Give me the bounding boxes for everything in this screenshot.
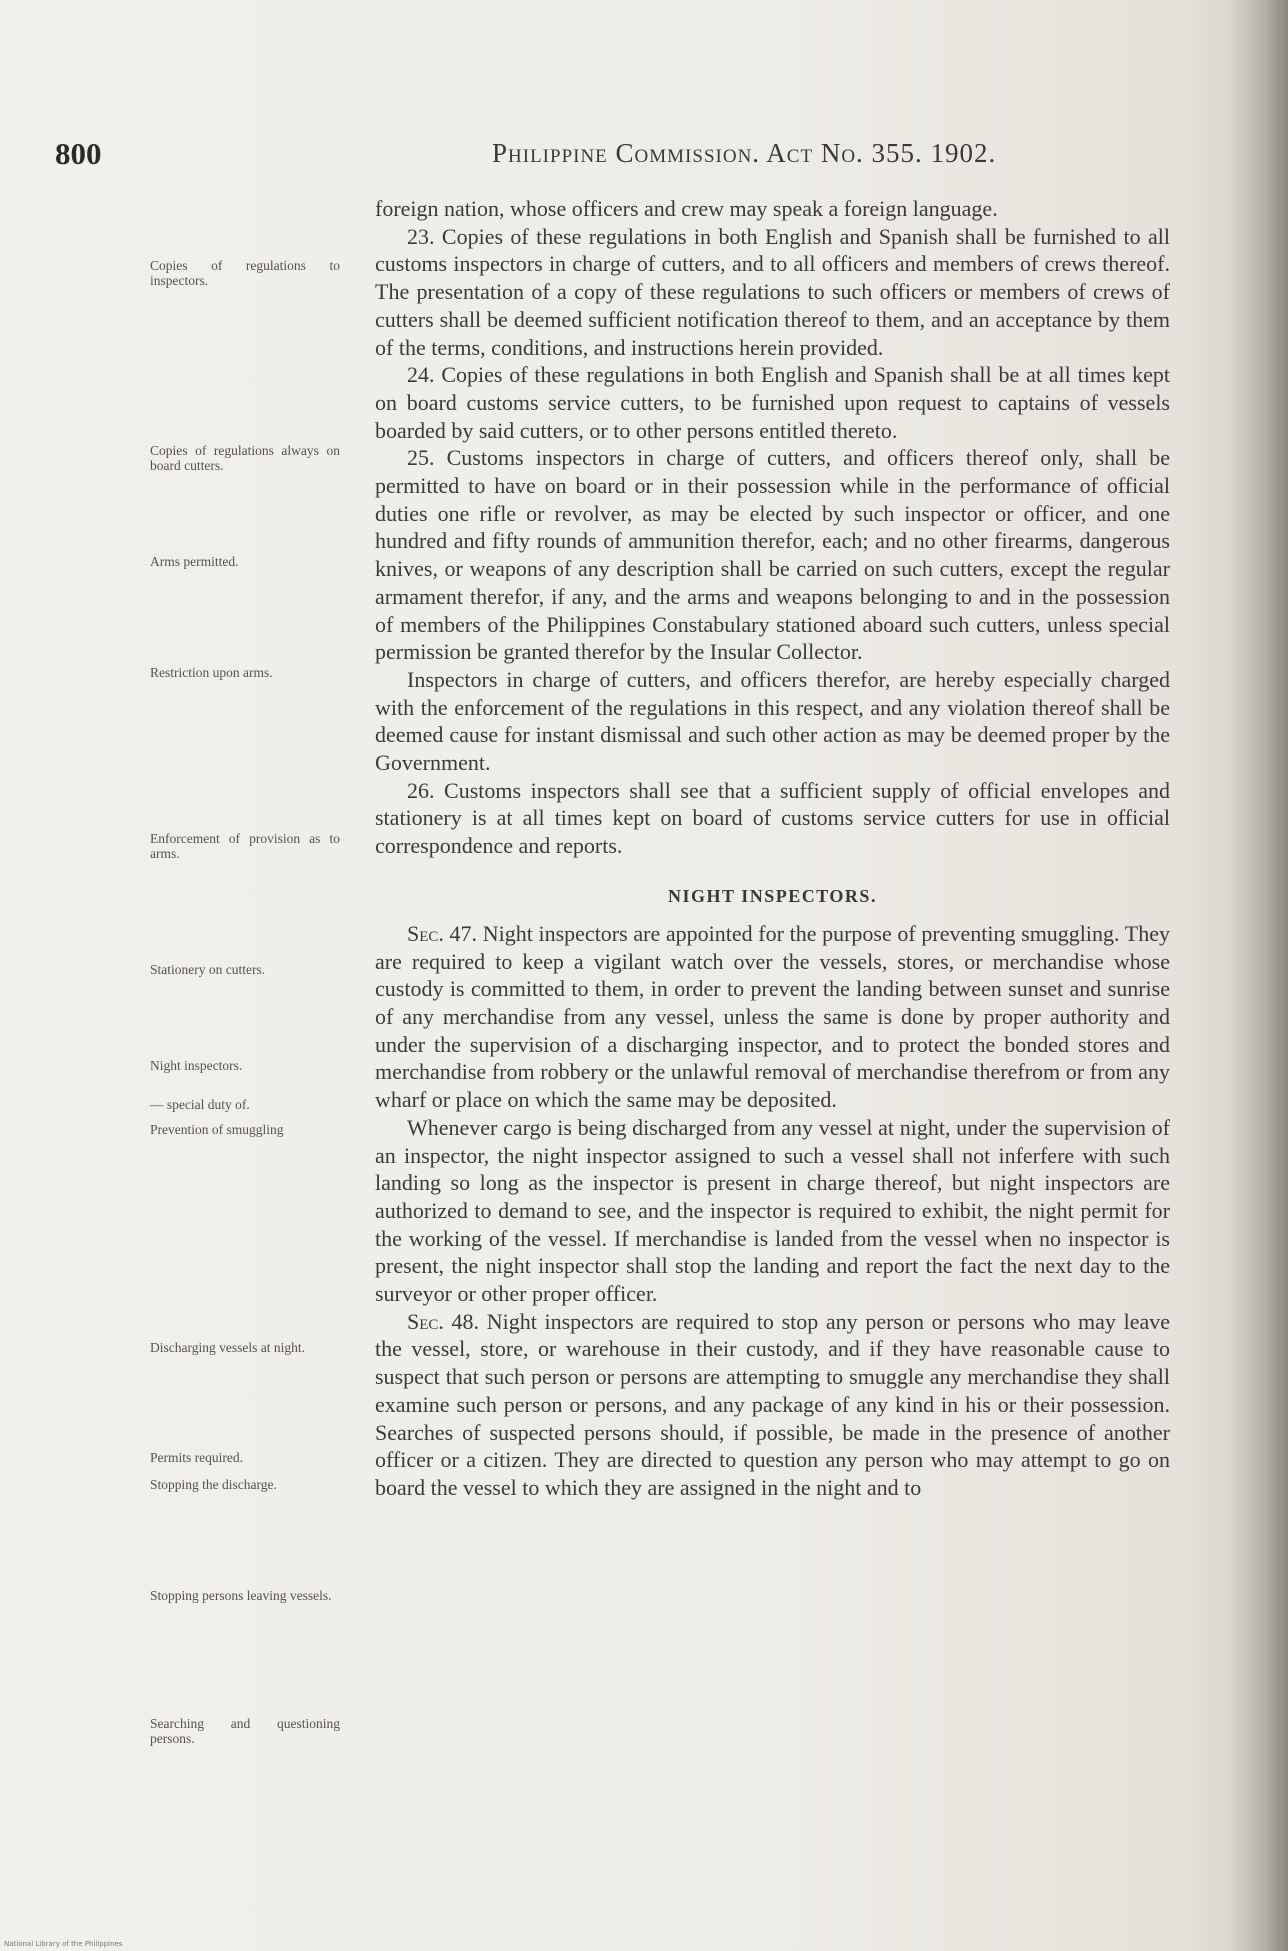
- side-note: Night inspectors.: [150, 1058, 243, 1073]
- paragraph-24: 24. Copies of these regulations in both English and Spanish shall be at all times kept on board customs service cutters, to be furnished upon request to captains of vessels boarded by said cutters, or to other persons entitled thereto.: [375, 362, 1170, 443]
- section-label: Sec. 48.: [407, 1308, 480, 1334]
- paragraph-text: Night inspectors are required to stop any person or persons who may leave the vessel, store, or warehouse in their custody, and if they have reasonable cause to suspect that such person or persons are attempting to smuggle any merchandise they shall examine such person or persons, and any package of any kind in his or their possession. Searches of suspected persons should, if possible, be made in the presence of another officer or a citizen. They are directed to question any person who may attempt to go on board the vessel to which they are assigned in the night and to: [375, 1308, 1170, 1500]
- side-note: Arms permitted.: [150, 554, 239, 569]
- page-edge-shadow: [1228, 0, 1288, 1951]
- paragraph: foreign nation, whose officers and crew may speak a foreign language.: [375, 196, 998, 221]
- side-note: Prevention of smuggling: [150, 1122, 284, 1137]
- side-note: Stationery on cutters.: [150, 962, 266, 977]
- paragraph-26: 26. Customs inspectors shall see that a sufficient supply of official envelopes and stationery is at all times kept on board of customs service cutters for use in official correspondence and reports.: [375, 777, 1170, 859]
- paragraph-sec-47: [375, 920, 1170, 1114]
- side-note: Enforcement of provision as to arms.: [150, 831, 340, 861]
- paragraph-25: 25. Customs inspectors in charge of cutters, and officers thereof only, shall be permitted to have on board or in their possession while in the performance of official duties one rifle or revolver, as may be elected by such inspector or officer, and one hundred and fifty rounds of ammunition therefor, each; and no other firearms, dangerous knives, or weapons of any description shall be carried on such cutters, except the regular armament therefor, if any, and the arms and weapons belonging to and in the possession of members of the Philippines Constabulary stationed aboard such cutters, unless special permission be granted therefor by the Insular Collector.: [375, 445, 1170, 665]
- section-heading: NIGHT INSPECTORS.: [668, 885, 877, 906]
- section-label: Sec. 47.: [407, 920, 478, 946]
- side-note: Copies of regulations always on board cutters.: [150, 443, 340, 473]
- paragraph-enforcement: Inspectors in charge of cutters, and officers therefor, are hereby especially charged with the enforcement of the regulations in this respect, and any violation thereof shall be deemed cause for instant dismissal and such other action as may be deemed proper by the Government.: [375, 666, 1170, 776]
- paragraph-discharging: Whenever cargo is being discharged from any vessel at night, under the supervision of an inspector, the night inspector assigned to such a vessel shall not inferfere with such landing so long as the inspector is present in charge thereof, but night inspectors are authorized to demand to see, and the inspector is required to exhibit, the night permit for the working of the vessel. If merchandise is landed from the vessel when no inspector is present, the night inspector shall stop the landing and report the fact the next day to the surveyor or other proper officer.: [375, 1114, 1170, 1307]
- side-note: Copies of regulations to inspectors.: [150, 258, 340, 288]
- side-note: Stopping the discharge.: [150, 1477, 277, 1492]
- running-header: Philippine Commission. Act No. 355. 1902.: [492, 138, 997, 168]
- page-number: 800: [55, 136, 102, 171]
- paragraph-23: 23. Copies of these regulations in both English and Spanish shall be furnished to all customs inspectors in charge of cutters, and to all officers and members of crews thereof. The presentation of a copy of these regulations to such officers or members of crews of cutters shall be deemed sufficient notification thereof to them, and an acceptance by them of the terms, conditions, and instructions herein provided.: [375, 223, 1170, 360]
- side-note: Stopping persons leaving vessels.: [150, 1588, 332, 1603]
- paragraph-text: Night inspectors are appointed for the purpose of preventing smuggling. They are required to keep a vigilant watch over the vessels, stores, or merchandise whose custody is committed to them, in order to prevent the landing between sunset and sunrise of any merchandise from any vessel, unless the same is done by proper authority and under the supervision of a discharging inspector, and to protect the bonded stores and merchandise from robbery or the unlawful removal of merchandise therefrom or from any wharf or place on which the same may be deposited.: [375, 920, 1170, 1113]
- footer-credit: National Library of the Philippines: [4, 1940, 123, 1948]
- body-text: [375, 195, 1170, 1502]
- side-note: — special duty of.: [150, 1097, 250, 1112]
- side-note: Restriction upon arms.: [150, 665, 273, 680]
- side-note: Discharging vessels at night.: [150, 1340, 305, 1355]
- paragraph-sec-48: [375, 1308, 1170, 1502]
- side-note: Searching and questioning persons.: [150, 1716, 340, 1746]
- side-note: Permits required.: [150, 1450, 243, 1465]
